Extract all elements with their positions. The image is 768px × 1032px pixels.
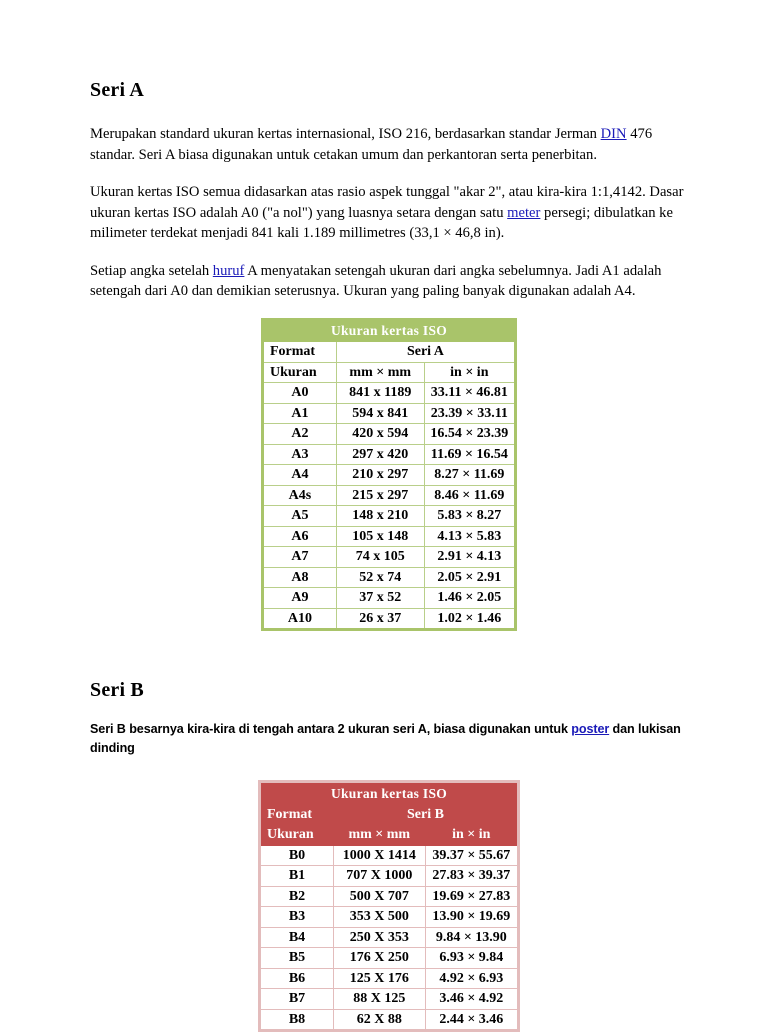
cell-inch: 4.92 × 6.93: [425, 968, 518, 989]
cell-inch: 19.69 × 27.83: [425, 886, 518, 907]
cell-format: B3: [260, 907, 334, 928]
cell-mm: 353 X 500: [333, 907, 425, 928]
table-row: [263, 444, 516, 465]
cell-inch: 16.54 × 23.39: [424, 424, 515, 445]
cell-inch: 27.83 × 39.37: [425, 866, 518, 887]
cell-format: B5: [260, 948, 334, 969]
cell-inch: 1.02 × 1.46: [424, 608, 515, 630]
table-row: [263, 403, 516, 424]
inline-link[interactable]: DIN: [600, 126, 627, 142]
cell-mm: 74 x 105: [336, 547, 424, 568]
cell-inch: 11.69 × 16.54: [424, 444, 515, 465]
table-a-subheader-row: [263, 342, 516, 363]
table-a-format-label: Format: [263, 342, 337, 363]
table-row: [260, 927, 519, 948]
cell-inch: 2.44 × 3.46: [425, 1009, 518, 1031]
cell-inch: 6.93 × 9.84: [425, 948, 518, 969]
cell-mm: 500 X 707: [333, 886, 425, 907]
cell-format: A1: [263, 403, 337, 424]
table-row: [260, 845, 519, 866]
table-row: [263, 485, 516, 506]
cell-format: A4s: [263, 485, 337, 506]
paragraph-text: [90, 261, 688, 302]
page-title-seri-a: Seri A: [90, 79, 144, 101]
table-row: [260, 948, 519, 969]
table-row: [263, 506, 516, 527]
text-run: persegi; dibulatkan ke milimeter terdekat menjadi 841 kali 1.189 millimetres (33,1 × 46,8 in).: [90, 204, 673, 241]
cell-format: A5: [263, 506, 337, 527]
table-b-column-header-row: [260, 825, 519, 846]
cell-inch: 39.37 × 55.67: [425, 845, 518, 866]
text-run: Setiap angka setelah: [90, 262, 213, 279]
text-run: Merupakan standard ukuran kertas internasional, ISO 216, berdasarkan standar Jerman: [90, 126, 601, 142]
cell-format: A9: [263, 588, 337, 609]
table-a-column-header-row: [263, 362, 516, 383]
seri-a-paragraph-3: [90, 261, 688, 302]
paragraph-text: [90, 182, 688, 244]
table-b-col-mm: mm × mm: [333, 825, 425, 846]
seri-b-paragraph-1: [90, 720, 688, 758]
table-b-col-format: Ukuran: [260, 825, 334, 846]
cell-inch: 23.39 × 33.11: [424, 403, 515, 424]
table-b-body: [260, 845, 519, 1031]
table-row: [263, 547, 516, 568]
table-row: [263, 588, 516, 609]
cell-mm: 250 X 353: [333, 927, 425, 948]
cell-mm: 62 X 88: [333, 1009, 425, 1031]
table-row: [260, 886, 519, 907]
cell-format: B8: [260, 1009, 334, 1031]
cell-inch: 3.46 × 4.92: [425, 989, 518, 1010]
text-run: 476 standar. Seri A biasa digunakan untuk cetakan umum dan perkantoran serta penerbitan.: [90, 126, 653, 163]
table-b-title: Ukuran kertas ISO: [260, 782, 519, 805]
cell-mm: 52 x 74: [336, 567, 424, 588]
cell-inch: 2.05 × 2.91: [424, 567, 515, 588]
cell-mm: 297 x 420: [336, 444, 424, 465]
iso-paper-sizes-table-a: [261, 318, 517, 632]
cell-format: B6: [260, 968, 334, 989]
inline-link[interactable]: huruf: [212, 262, 245, 279]
table-row: [263, 465, 516, 486]
cell-inch: 9.84 × 13.90: [425, 927, 518, 948]
cell-format: A0: [263, 383, 337, 404]
table-a-col-format: Ukuran: [263, 362, 337, 383]
cell-format: A2: [263, 424, 337, 445]
table-row: [263, 526, 516, 547]
text-run: A menyatakan setengah ukuran dari angka sebelumnya. Jadi A1 adalah setengah dari A0 dan demikian seterusnya. Ukuran yang paling banyak digunakan adalah A4.: [90, 262, 662, 299]
text-run: Seri B besarnya kira-kira di tengah antara 2 ukuran seri A, biasa digunakan untuk: [90, 722, 572, 736]
cell-mm: 841 x 1189: [336, 383, 424, 404]
cell-format: B2: [260, 886, 334, 907]
table-b-series-label: Seri B: [333, 804, 518, 825]
cell-format: B0: [260, 845, 334, 866]
cell-mm: 26 x 37: [336, 608, 424, 630]
cell-mm: 707 X 1000: [333, 866, 425, 887]
table-row: [260, 1009, 519, 1031]
cell-mm: 125 X 176: [333, 968, 425, 989]
table-row: [260, 866, 519, 887]
text-run: Ukuran kertas ISO semua didasarkan atas rasio aspek tunggal "akar 2", atau kira-kira 1:1,4142. Dasar ukuran kertas ISO adalah A0 ("a nol") yang luasnya setara dengan satu: [90, 184, 684, 221]
table-a-title: Ukuran kertas ISO: [263, 319, 516, 342]
cell-mm: 105 x 148: [336, 526, 424, 547]
seri-a-paragraph-2: [90, 182, 688, 244]
page-title-seri-b: Seri B: [90, 679, 144, 701]
cell-format: B4: [260, 927, 334, 948]
text-run: dan lukisan dinding: [90, 722, 681, 755]
cell-format: A6: [263, 526, 337, 547]
paragraph-text: [90, 124, 688, 165]
table-row: [260, 968, 519, 989]
cell-inch: 5.83 × 8.27: [424, 506, 515, 527]
cell-format: A4: [263, 465, 337, 486]
cell-inch: 2.91 × 4.13: [424, 547, 515, 568]
cell-mm: 420 x 594: [336, 424, 424, 445]
cell-mm: 148 x 210: [336, 506, 424, 527]
table-b-subheader-row: [260, 804, 519, 825]
cell-format: A8: [263, 567, 337, 588]
cell-mm: 1000 X 1414: [333, 845, 425, 866]
cell-inch: 1.46 × 2.05: [424, 588, 515, 609]
table-a-container: [90, 318, 688, 632]
table-row: [263, 608, 516, 630]
paragraph-text: [90, 720, 688, 758]
cell-inch: 4.13 × 5.83: [424, 526, 515, 547]
cell-format: B1: [260, 866, 334, 887]
cell-mm: 215 x 297: [336, 485, 424, 506]
cell-mm: 594 x 841: [336, 403, 424, 424]
table-a-col-inch: in × in: [424, 362, 515, 383]
table-row: [260, 989, 519, 1010]
table-row: [263, 567, 516, 588]
table-a-col-mm: mm × mm: [336, 362, 424, 383]
cell-mm: 210 x 297: [336, 465, 424, 486]
table-row: [263, 383, 516, 404]
table-a-series-label: Seri A: [336, 342, 515, 363]
cell-inch: 33.11 × 46.81: [424, 383, 515, 404]
cell-inch: 8.46 × 11.69: [424, 485, 515, 506]
cell-inch: 8.27 × 11.69: [424, 465, 515, 486]
cell-inch: 13.90 × 19.69: [425, 907, 518, 928]
table-a-title-row: [263, 319, 516, 342]
table-row: [260, 907, 519, 928]
table-b-format-label: Format: [260, 804, 334, 825]
seri-a-paragraph-1: [90, 124, 688, 165]
table-row: [263, 424, 516, 445]
cell-mm: 176 X 250: [333, 948, 425, 969]
inline-link[interactable]: meter: [507, 204, 541, 221]
cell-mm: 88 X 125: [333, 989, 425, 1010]
cell-format: A10: [263, 608, 337, 630]
cell-mm: 37 x 52: [336, 588, 424, 609]
table-a-body: [263, 383, 516, 630]
iso-paper-sizes-table-b: [258, 780, 520, 1032]
table-b-title-row: [260, 782, 519, 805]
cell-format: A7: [263, 547, 337, 568]
cell-format: B7: [260, 989, 334, 1010]
table-b-container: [90, 780, 688, 1032]
inline-link[interactable]: poster: [571, 722, 610, 736]
cell-format: A3: [263, 444, 337, 465]
table-b-col-inch: in × in: [425, 825, 518, 846]
